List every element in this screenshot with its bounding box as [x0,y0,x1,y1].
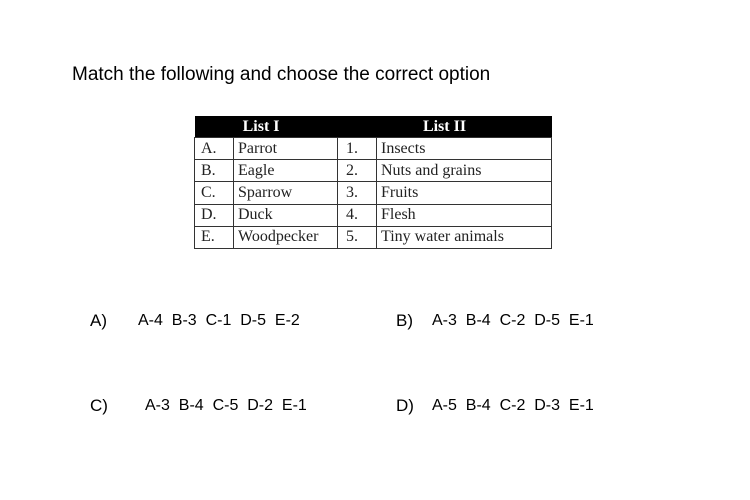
row-letter: D. [195,204,234,226]
option-c-text[interactable]: A-3 B-4 C-5 D-2 E-1 [145,397,307,414]
option-d-text[interactable]: A-5 B-4 C-2 D-3 E-1 [432,397,594,414]
question-text: Match the following and choose the correct option [72,64,491,85]
row-number: 3. [338,182,377,204]
row-letter: B. [195,160,234,182]
list-2-item: Nuts and grains [377,160,552,182]
row-letter: A. [195,138,234,160]
table-header-row [195,116,552,138]
match-table [194,116,552,249]
row-number: 4. [338,204,377,226]
option-d-label[interactable]: D) [396,396,414,415]
table-row [195,160,552,182]
list-1-item: Parrot [234,138,338,160]
list-1-item: Duck [234,204,338,226]
row-letter: E. [195,226,234,248]
row-letter: C. [195,182,234,204]
list-1-item: Sparrow [234,182,338,204]
row-number: 5. [338,226,377,248]
list-2-item: Flesh [377,204,552,226]
list-2-item: Tiny water animals [377,226,552,248]
list-1-item: Eagle [234,160,338,182]
option-b-label[interactable]: B) [396,311,413,330]
option-c-label[interactable]: C) [90,396,108,415]
list-2-header: List II [338,116,552,138]
table-row [195,138,552,160]
row-number: 2. [338,160,377,182]
list-2-item: Fruits [377,182,552,204]
table-row [195,204,552,226]
list-2-item: Insects [377,138,552,160]
option-a-text[interactable]: A-4 B-3 C-1 D-5 E-2 [138,312,300,329]
list-1-header: List I [195,116,338,138]
option-a-label[interactable]: A) [90,311,107,330]
table-row [195,226,552,248]
table-row [195,182,552,204]
list-1-item: Woodpecker [234,226,338,248]
row-number: 1. [338,138,377,160]
option-b-text[interactable]: A-3 B-4 C-2 D-5 E-1 [432,312,594,329]
